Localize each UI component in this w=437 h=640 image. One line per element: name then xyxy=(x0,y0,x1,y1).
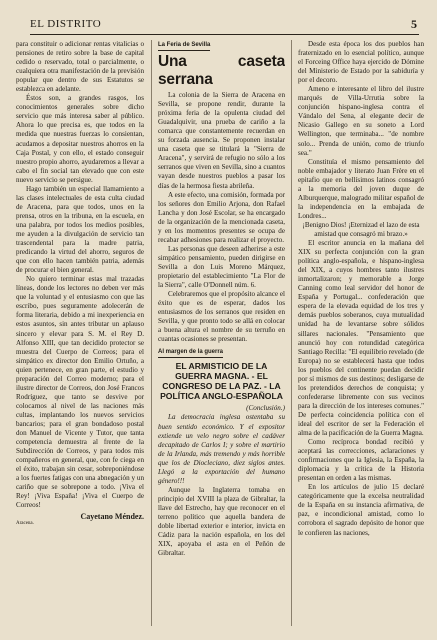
col2-paragraph-4: Celebraremos que el propósito alcance el éxito que es de esperar, dados los entusiasmos de los serranos que residen en Sevilla, y que pronto todo se allá en colocar a buena altura el nombre de su terruño en cuantas ocasiones se presentan. xyxy=(158,290,285,344)
col2-paragraph-6: Aunque la Inglaterra tomaba en principio del XVIII la plaza de Gibraltar, la llave del Estrecho, hay que reconocer en el terreno político que aquella bandera de doble libertad exterior e interior, invicta en Cádiz para la nación española, en los del XIX, apoyaba el asta en el Peñón de Gibraltar. xyxy=(158,485,285,558)
article-headline-armisticio: EL ARMISTICIO DE LA GUERRA MAGNA. - EL CONGRESO DE LA PAZ. - LA POLÍTICA ANGLO-ESPAÑOLA xyxy=(160,361,283,402)
conclusion-note: (Conclusión.) xyxy=(246,404,285,413)
column-1 xyxy=(16,40,144,626)
column-rule-1 xyxy=(151,40,152,626)
col1-paragraph-4: No quiero terminar estas mal trazadas líneas, donde los lectores no deben ver más que la voluntad y el entusiasmo con que las escribo, pues seguramente adolecerán de forma literaria, debido a mi inexperiencia en estos asuntos, sin antes tributar un aplauso sincero y elevar para S. M. el Rey D. Alfonso XIII, que tan decidido protector se muestra del Cuerpo de Correos; para el simpático ex director don Emilio Ortuño, a quien pertenece, en gran parte, el estudio y preparación del Correo moderno; para el ilustre director de Correos, don José Francos Rodríguez, que tanto se desvive por colocarnos al nivel de las naciones más cultas, implantando los nuevos servicios bancarios; para el gran bondadoso postal don Manuel de Vicente y Tutor, que tanta competencia demuestra al frente de la Subdirección de Correos, y para todos mis compañeros en general, que, con fe ciega en el éxito, trabajan sin cesar, sobreponiéndose a los fuertes fatigas con una abnegación y un cariño que se sobrepone a todo. ¡Viva el Rey! ¡Viva España! ¡Viva el Cuerpo de Correos! xyxy=(16,275,144,510)
col3-paragraph-7: En los artículos de julio 15 declaré categóricamente que la excelsa neutralidad de la España en su instancia afirmativa, de paz, e incondicional amistad, como lo corrobora el sagrado depósito de honor que le confieren las naciones, xyxy=(298,483,424,537)
column-2 xyxy=(158,40,285,626)
newspaper-title: EL DISTRITO xyxy=(30,18,102,30)
col3-paragraph-1: Desde esta época los dos pueblos han fraternizado en lo esencial político, aunque el Forceing Office haya ejercido de Dómine del Ministerio de Estado por la sabiduría y por el decoro. xyxy=(298,40,424,85)
page-number: 5 xyxy=(411,17,417,31)
col3-paragraph-3: Constituía el mismo pensamiento del noble embajador y literato Juan Frère en el epitafio que en bellísimos latinos consagró a la memoria del joven duque de Alburquerque, malogrado militar español de la independencia en la embajada de Londres... xyxy=(298,157,424,220)
page-header xyxy=(30,16,419,35)
col2-paragraph-2: A este efecto, una comisión, formada por los señores don Emilio Arjona, don Rafael Lancha y don José Escolar, se ha encargado de la organización de la mencionada caseta, y en los momentos presentes se ocupa de recabar adhesiones para realizar el proyecto. xyxy=(158,190,285,244)
section-label-feria: La Feria de Sevilla xyxy=(158,41,210,51)
author-signature: Cayetano Méndez. xyxy=(80,512,144,522)
col3-paragraph-6: Como recíproca bondad recibió y aceptará las correcciones, aclaraciones y confirmaciones que la Iglesia, la España, la diplomacia y la crítica de la Historia presentan en orden a las mismas. xyxy=(298,438,424,483)
col2-paragraph-5: La democracia inglesa ostentaba su buen sentido económico. Y el expositor extiende un velo negro sobre el cadáver decapitado de Carlos I; y sobre el martirio de la Irlanda, más tremendo y más horrible que los de Diocleciano, diez siglos antes. Llegó a la exportación del humano género!!! xyxy=(158,413,285,485)
col1-paragraph-1: para constituir o adicionar rentas vitalicias o pensiones de retiro sobre la base de capital cedido o reservado, total o parcialmente, o cualquiera otra manifestación de la previsión popular que dentro de sus Estatutos se establezca en adelante. xyxy=(16,40,144,94)
col3-paragraph-2: Ameno e interesante el libro del ilustre marqués de Villa-Urrutia sobre la conjunción hispano-inglesa contra el Vándalo del Sena, al elegante decir de Nicasio Gallego en su soneto a Lord Wellington, que terminaba... "de nombre solo... Prenda de unión, como de triunfo sea." xyxy=(298,85,424,157)
column-3 xyxy=(298,40,424,626)
col1-paragraph-2: Éstos son, a grandes rasgos, los conocimientos generales sobre dicho servicio que más interesa saber al público. Ahora lo que precisa es, que todos en la medida que nuestras fuerzas lo consientan, acudamos a depositar nuestros ahorros en la Caja Postal, y con ello, el estado conseguir nuestro propio ahorro, ayudaremos a llevar a cabo el fin social tan elevado que con este nuevo servicio se persigue. xyxy=(16,94,144,184)
column-rule-2 xyxy=(291,40,292,626)
place-footer: Aracena. xyxy=(16,521,34,527)
article-headline: Una caseta serrana xyxy=(158,53,285,89)
col3-verse: ¡Benigno Dios! ¡Eternizad el lazo de esta amistad que consagró mi brazo.» xyxy=(302,220,420,238)
col3-paragraph-5: El escritor anuncia en la mañana del XIX su perfecta conjunción con la gran política anglo-española, e hispano-inglesa del XIX, a cuyos hombres tanto ilustres inmortalizaron; y memorable a Jorge Canning como leal servidor del honor de España y Portugal... confederación que espera de la elevada equidad de los tres y demás pueblos soberanos, cuya mutualidad unidad ha de levantarse sobre sólidos sillares nacionales. "Pensamiento que anunció hoy con rotundidad categórica Santiago Recilla: "El equilibrio revelado (de Europa) no se establecerá hasta que todos los pueblos del continente puedan decidir por sí mismos de sus destinos; desligarse de los pretendidos derechos de conquista; y confederarse libremente con sus vecinos para la dirección de los intereses comunes." De perfecta coincidencia política con el ideal del escritor de ser la Federación el alma de la pacificación de la Guerra Magna. xyxy=(298,239,424,438)
col1-paragraph-3: Hago también un especial llamamiento a las clases intelectuales de esta culta ciudad de Aracena, para que todos, unos en la prensa, otros en la tribuna, en la escuela, en una palabra, por todos los medios posibles, me ayuden a la divulgación de servicio tan trascendental para la madre patria, predicando la virtud del ahorro, seguros de que con ello hacen también patria, además de procurar el bien general. xyxy=(16,184,144,275)
section-label-guerra: Al margen de la guerra xyxy=(158,348,223,358)
col2-paragraph-1: La colonia de la Sierra de Aracena en Sevilla, se propone rendir, durante la próxima feria de la opulenta ciudad del Guadalquivir, una prueba de cariño a la comarca que constantemente recuerdan en su forzada ausencia. Se proponen instalar una caseta que se titulará la "Sierra de Aracena", y servirá de refugio no sólo a los serranos que viven en Sevilla, sino a cuantos vayan desde nuestros pueblos a pasar los días de la hermosa fiesta abrileña. xyxy=(158,91,285,190)
col2-paragraph-3: Las personas que deseen adherirse a este simpático pensamiento, pueden dirigirse en Sevilla a don Luis Moreno Márquez, propietario del establecimiento "La Flor de la Sierra", calle O'Donnell núm. 6. xyxy=(158,244,285,290)
